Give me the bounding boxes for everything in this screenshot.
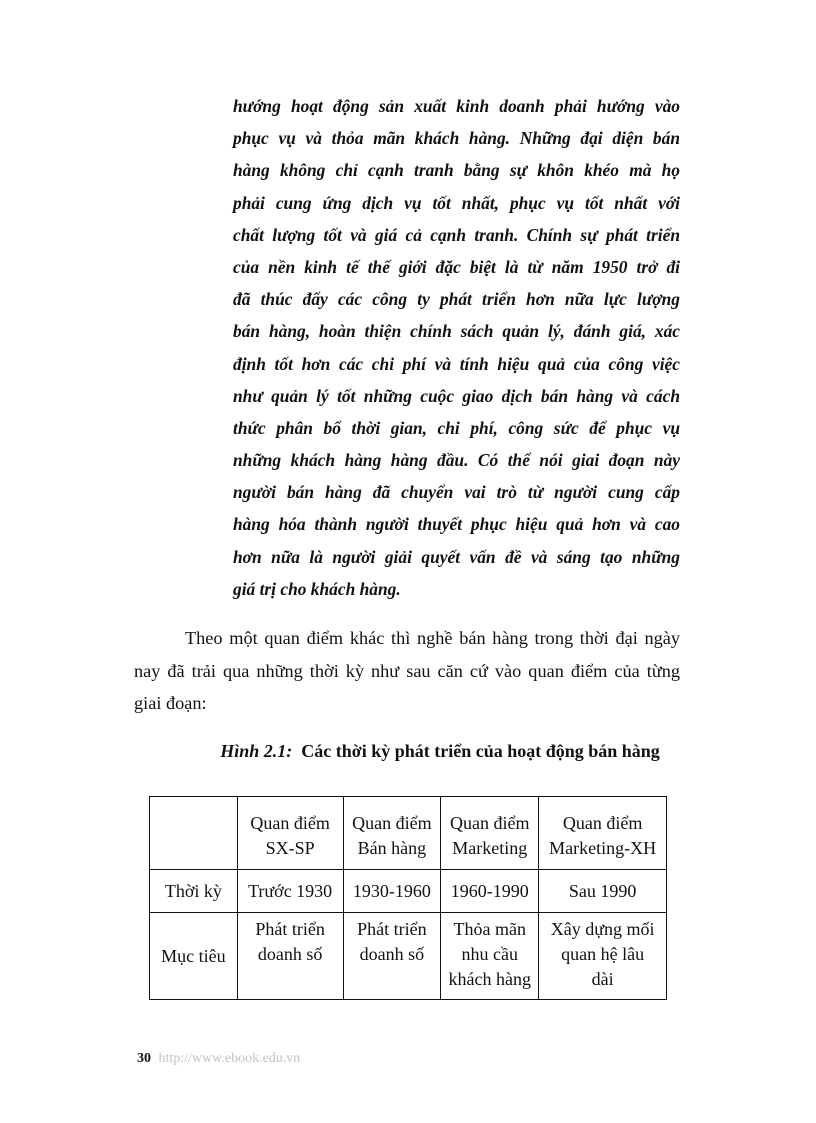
caption-title: Các thời kỳ phát triển của hoạt động bán hàng [301, 741, 660, 761]
quote-line: phục vụ và thỏa mãn khách hàng. Những đại diện bán [233, 128, 680, 149]
footer-url: http://www.ebook.edu.vn [158, 1051, 301, 1066]
quote-line: phải cung ứng dịch vụ tốt nhất, phục vụ tốt nhất với [233, 192, 680, 213]
table-cell: Phát triển doanh số [237, 913, 343, 1000]
caption-prefix: Hình 2.1: [220, 741, 293, 761]
page-number: 30 [137, 1051, 151, 1066]
table-cell: 1930-1960 [343, 870, 441, 913]
page-footer [137, 1051, 300, 1067]
quote-line: hướng hoạt động sản xuất kinh doanh phải hướng vào [233, 96, 680, 116]
paragraph-line: giai đoạn: [134, 693, 207, 713]
table-row [150, 913, 667, 1000]
quote-line: chất lượng tốt và giá cả cạnh tranh. Chính sự phát triển [233, 224, 680, 245]
table-cell: Phát triển doanh số [343, 913, 441, 1000]
empty-header-cell [150, 797, 238, 870]
table-header-row [150, 797, 667, 870]
table-cell: Thỏa mãn nhu cầu khách hàng [441, 913, 539, 1000]
table-cell: Sau 1990 [539, 870, 667, 913]
quote-line: bán hàng, hoàn thiện chính sách quản lý, đánh giá, xác [233, 321, 680, 342]
header-cell: Quan điểm SX-SP [237, 797, 343, 870]
paragraph-line: nay đã trải qua những thời kỳ như sau căn cứ vào quan điểm của từng [134, 660, 680, 681]
table-row [150, 870, 667, 913]
quote-block [233, 90, 680, 605]
quote-line: người bán hàng đã chuyển vai trò từ người cung cấp [233, 482, 680, 503]
figure-caption [0, 741, 816, 762]
quote-line: đã thúc đẩy các công ty phát triển hơn nữa lực lượng [233, 289, 680, 310]
periods-table [149, 796, 667, 1000]
header-cell: Quan điểm Marketing-XH [539, 797, 667, 870]
header-cell: Quan điểm Marketing [441, 797, 539, 870]
quote-line: hàng hóa thành người thuyết phục hiệu quả hơn và cao [233, 514, 680, 535]
header-cell: Quan điểm Bán hàng [343, 797, 441, 870]
quote-line: của nền kinh tế thế giới đặc biệt là từ năm 1950 trở đi [233, 256, 680, 277]
table-cell: 1960-1990 [441, 870, 539, 913]
quote-line: những khách hàng hàng đầu. Có thể nói giai đoạn này [233, 450, 680, 471]
quote-line: hơn nữa là người giải quyết vấn đề và sáng tạo những [233, 546, 680, 567]
quote-line: giá trị cho khách hàng. [233, 578, 401, 599]
row-label: Mục tiêu [150, 913, 238, 1000]
quote-line: định tốt hơn các chi phí và tính hiệu quả của công việc [233, 353, 680, 374]
table-cell: Xây dựng mối quan hệ lâu dài [539, 913, 667, 1000]
quote-line: thức phân bổ thời gian, chi phí, công sức để phục vụ [233, 417, 680, 438]
table-cell: Trước 1930 [237, 870, 343, 913]
row-label: Thời kỳ [150, 870, 238, 913]
paragraph-line: Theo một quan điểm khác thì nghề bán hàng trong thời đại ngày [185, 628, 680, 648]
body-paragraph [134, 622, 680, 720]
quote-line: như quản lý tốt những cuộc giao dịch bán hàng và cách [233, 385, 680, 406]
quote-line: hàng không chỉ cạnh tranh bằng sự khôn khéo mà họ [233, 160, 680, 181]
